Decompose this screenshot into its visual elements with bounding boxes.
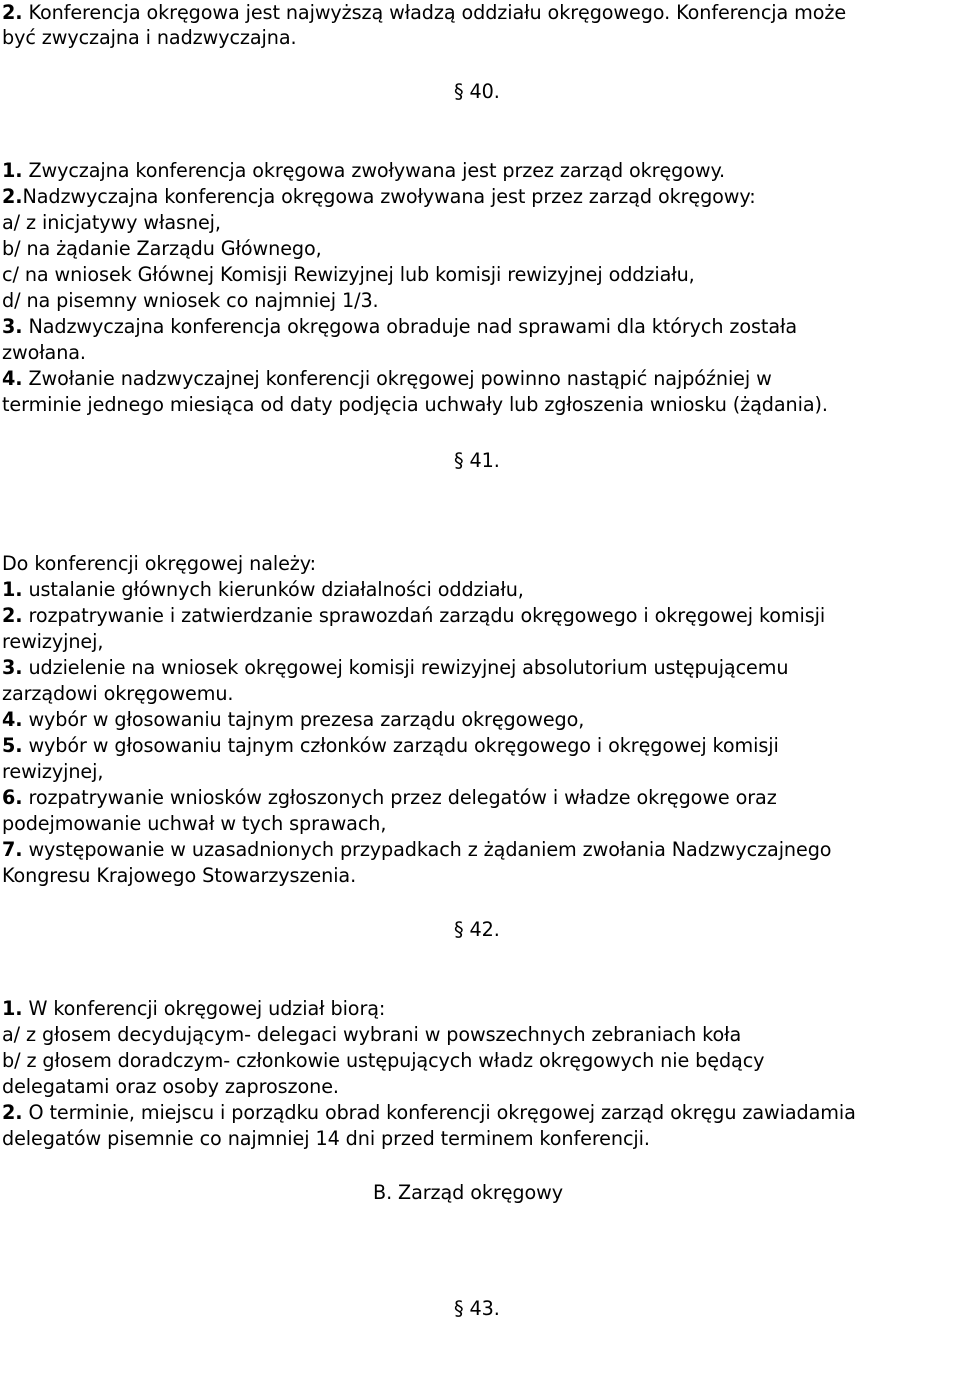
paragraph-line — [2, 629, 103, 655]
paragraph-line — [2, 811, 386, 837]
item-number: 4. — [2, 708, 23, 731]
paragraph-line — [2, 262, 695, 288]
line-text: Nadzwyczajna konferencja okręgowa zwoływana jest przez zarząd okręgowy: — [22, 185, 756, 208]
line-text: Zwyczajna konferencja okręgowa zwoływana jest przez zarząd okręgowy. — [22, 159, 725, 182]
paragraph-line — [2, 0, 846, 26]
paragraph-line — [2, 314, 797, 340]
line-text: a/ z inicjatywy własnej, — [2, 211, 221, 234]
line-text: udzielenie na wniosek okręgowej komisji rewizyjnej absolutorium ustępującemu — [22, 656, 789, 679]
line-text: rozpatrywanie i zatwierdzanie sprawozdań zarządu okręgowego i okręgowej komisji — [22, 604, 826, 627]
paragraph-line — [2, 1100, 856, 1126]
item-number: 4. — [2, 367, 23, 390]
section-heading — [454, 448, 500, 474]
line-text: c/ na wniosek Głównej Komisji Rewizyjnej lub komisji rewizyjnej oddziału, — [2, 263, 695, 286]
paragraph-line — [2, 236, 322, 262]
line-text: występowanie w uzasadnionych przypadkach z żądaniem zwołania Nadzwyczajnego — [22, 838, 832, 861]
line-text: podejmowanie uchwał w tych sprawach, — [2, 812, 387, 835]
line-text: wybór w głosowaniu tajnym prezesa zarządu okręgowego, — [22, 708, 585, 731]
item-number: 1. — [2, 159, 23, 182]
line-text: O terminie, miejscu i porządku obrad konferencji okręgowej zarząd okręgu zawiadamia — [22, 1101, 856, 1124]
line-text: b/ z głosem doradczym- członkowie ustępujących władz okręgowych nie będący — [2, 1049, 765, 1072]
paragraph-line — [2, 603, 825, 629]
paragraph-line — [2, 551, 316, 577]
item-number: 5. — [2, 734, 23, 757]
paragraph-line — [2, 1048, 764, 1074]
paragraph-line — [2, 1022, 741, 1048]
paragraph-line — [2, 340, 86, 366]
line-text: terminie jednego miesiąca od daty podjęcia uchwały lub zgłoszenia wniosku (żądania). — [2, 393, 828, 416]
line-text: rewizyjnej, — [2, 760, 104, 783]
item-number: 2. — [2, 1101, 23, 1124]
paragraph-line — [2, 25, 297, 51]
line-text: Do konferencji okręgowej należy: — [2, 552, 316, 575]
paragraph-line — [2, 158, 725, 184]
item-number: 7. — [2, 838, 23, 861]
line-text: rewizyjnej, — [2, 630, 104, 653]
paragraph-line — [2, 996, 385, 1022]
line-text: d/ na pisemny wniosek co najmniej 1/3. — [2, 289, 379, 312]
section-number: § 40. — [454, 80, 500, 103]
item-number: 3. — [2, 315, 23, 338]
chapter-heading — [373, 1180, 563, 1206]
paragraph-line — [2, 184, 756, 210]
section-number: § 41. — [454, 449, 500, 472]
paragraph-line — [2, 366, 772, 392]
paragraph-line — [2, 759, 103, 785]
line-text: być zwyczajna i nadzwyczajna. — [2, 26, 297, 49]
line-text: zarządowi okręgowemu. — [2, 682, 234, 705]
paragraph-line — [2, 210, 221, 236]
section-heading — [454, 1296, 500, 1322]
line-text: wybór w głosowaniu tajnym członków zarządu okręgowego i okręgowej komisji — [22, 734, 779, 757]
paragraph-line — [2, 785, 777, 811]
paragraph-line — [2, 707, 584, 733]
section-heading — [454, 79, 500, 105]
line-text: ustalanie głównych kierunków działalności oddziału, — [22, 578, 524, 601]
item-number: 2. — [2, 185, 23, 208]
line-text: b/ na żądanie Zarządu Głównego, — [2, 237, 322, 260]
line-text: Kongresu Krajowego Stowarzyszenia. — [2, 864, 357, 887]
line-text: a/ z głosem decydującym- delegaci wybrani w powszechnych zebraniach koła — [2, 1023, 742, 1046]
line-text: delegatami oraz osoby zaproszone. — [2, 1075, 339, 1098]
line-text: Nadzwyczajna konferencja okręgowa obraduje nad sprawami dla których została — [22, 315, 797, 338]
item-number: 1. — [2, 578, 23, 601]
section-heading — [454, 917, 500, 943]
paragraph-line — [2, 392, 828, 418]
line-text: zwołana. — [2, 341, 86, 364]
section-number: § 42. — [454, 918, 500, 941]
item-number: 1. — [2, 997, 23, 1020]
line-text: W konferencji okręgowej udział biorą: — [22, 997, 386, 1020]
section-number: § 43. — [454, 1297, 500, 1320]
paragraph-line — [2, 733, 779, 759]
paragraph-line — [2, 577, 524, 603]
item-number: 2. — [2, 1, 23, 24]
line-text: Konferencja okręgowa jest najwyższą władzą oddziału okręgowego. Konferencja może — [22, 1, 847, 24]
paragraph-line — [2, 681, 233, 707]
paragraph-line — [2, 288, 379, 314]
paragraph-line — [2, 863, 356, 889]
line-text: delegatów pisemnie co najmniej 14 dni przed terminem konferencji. — [2, 1127, 650, 1150]
item-number: 3. — [2, 656, 23, 679]
line-text: rozpatrywanie wniosków zgłoszonych przez delegatów i władze okręgowe oraz — [22, 786, 777, 809]
paragraph-line — [2, 1126, 650, 1152]
line-text: Zwołanie nadzwyczajnej konferencji okręgowej powinno nastąpić najpóźniej w — [22, 367, 772, 390]
paragraph-line — [2, 655, 788, 681]
paragraph-line — [2, 1074, 339, 1100]
paragraph-line — [2, 837, 831, 863]
item-number: 2. — [2, 604, 23, 627]
item-number: 6. — [2, 786, 23, 809]
chapter-title: B. Zarząd okręgowy — [373, 1181, 563, 1204]
